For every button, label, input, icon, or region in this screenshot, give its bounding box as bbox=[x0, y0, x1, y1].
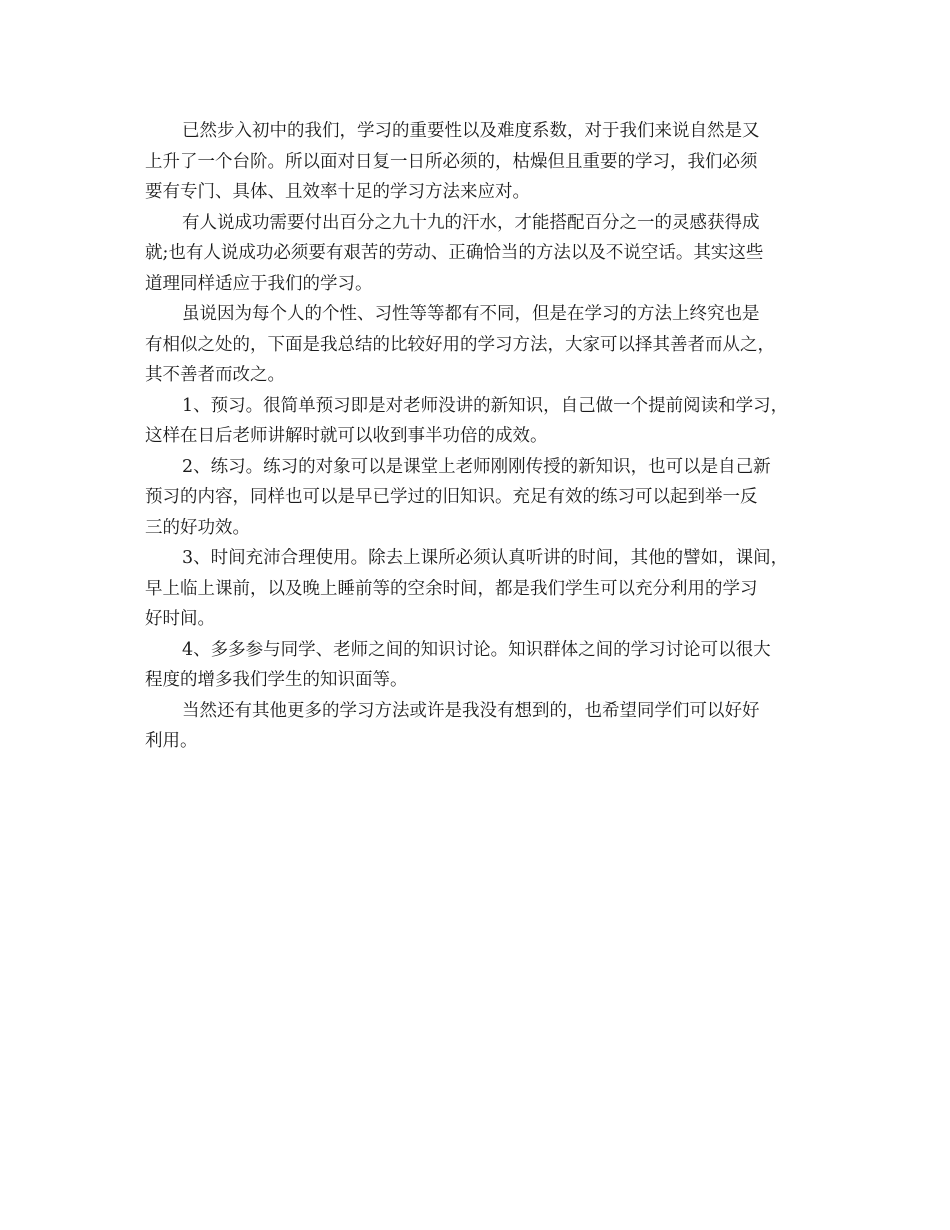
paragraph-line: 利用。 bbox=[145, 731, 198, 751]
document-page bbox=[145, 116, 805, 757]
paragraph-line: 1、预习。很简单预习即是对老师没讲的新知识，自己做一个提前阅读和学习， bbox=[182, 395, 789, 416]
paragraph-7 bbox=[145, 635, 805, 696]
paragraph-line: 其不善者而改之。 bbox=[145, 365, 285, 385]
paragraph-line: 预习的内容，同样也可以是早已学过的旧知识。充足有效的练习可以起到举一反 bbox=[145, 487, 758, 507]
paragraph-3 bbox=[145, 299, 805, 391]
paragraph-2 bbox=[145, 208, 805, 300]
paragraph-8 bbox=[145, 696, 805, 757]
paragraph-line: 道理同样适应于我们的学习。 bbox=[145, 273, 373, 294]
paragraph-line: 三的好功效。 bbox=[145, 517, 250, 538]
paragraph-line: 好时间。 bbox=[145, 609, 215, 629]
paragraph-line: 程度的增多我们学生的知识面等。 bbox=[145, 670, 408, 690]
paragraph-line: 要有专门、具体、且效率十足的学习方法来应对。 bbox=[145, 182, 530, 202]
paragraph-line: 已然步入初中的我们，学习的重要性以及难度系数，对于我们来说自然是又 bbox=[182, 121, 760, 141]
paragraph-line: 就;也有人说成功必须要有艰苦的劳动、正确恰当的方法以及不说空话。其实这些 bbox=[145, 243, 764, 263]
paragraph-6 bbox=[145, 543, 805, 635]
paragraph-line: 这样在日后老师讲解时就可以收到事半功倍的成效。 bbox=[145, 426, 548, 446]
paragraph-line: 有相似之处的，下面是我总结的比较好用的学习方法，大家可以择其善者而从之， bbox=[145, 334, 775, 355]
paragraph-line: 3、时间充沛合理使用。除去上课所必须认真听讲的时间，其他的譬如，课间， bbox=[182, 548, 789, 568]
paragraph-1 bbox=[145, 116, 805, 208]
paragraph-line: 4、多多参与同学、老师之间的知识讨论。知识群体之间的学习讨论可以很大 bbox=[182, 639, 771, 660]
paragraph-5 bbox=[145, 452, 805, 544]
paragraph-line: 早上临上课前，以及晚上睡前等的空余时间，都是我们学生可以充分利用的学习 bbox=[145, 578, 758, 599]
paragraph-line: 上升了一个台阶。所以面对日复一日所必须的，枯燥但且重要的学习，我们必须 bbox=[145, 151, 758, 172]
paragraph-line: 当然还有其他更多的学习方法或许是我没有想到的，也希望同学们可以好好 bbox=[182, 700, 760, 721]
paragraph-line: 虽说因为每个人的个性、习性等等都有不同，但是在学习的方法上终究也是 bbox=[182, 304, 760, 324]
paragraph-4 bbox=[145, 391, 805, 452]
paragraph-line: 2、练习。练习的对象可以是课堂上老师刚刚传授的新知识，也可以是自己新 bbox=[182, 456, 771, 477]
paragraph-line: 有人说成功需要付出百分之九十九的汗水，才能搭配百分之一的灵感获得成 bbox=[182, 212, 760, 233]
